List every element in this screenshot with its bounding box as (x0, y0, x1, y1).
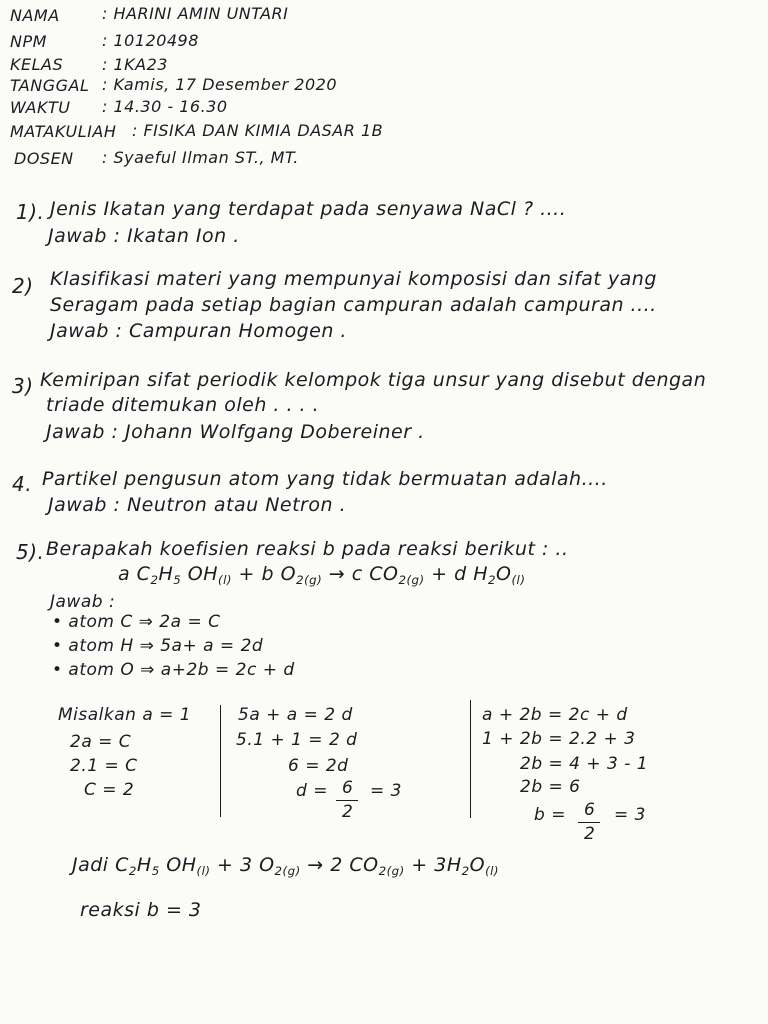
tanggal-value: : Kamis, 17 Desember 2020 (102, 75, 337, 94)
col1-line: 2a = C (70, 732, 132, 752)
q5-final-equation: Jadi $C_2H_5$ $OH_{(l)} + 3$ $O_{2(g)} \to 2$ $CO_{2(g)} + 3H_2O_{(l)}$ (72, 854, 500, 879)
q2-question-line1: Klasifikasi materi yang mempunyai komposisi dan sifat yang (50, 268, 657, 290)
col3-result: = 3 (614, 805, 646, 825)
matkul-value: : FISIKA DAN KIMIA DASAR 1B (132, 121, 384, 140)
column-divider (470, 700, 471, 818)
col2-result: = 3 (370, 781, 402, 801)
q3-question-line1: Kemiripan sifat periodik kelompok tiga unsur yang disebut dengan (40, 369, 707, 391)
q1-answer: Jawab : Ikatan Ion . (48, 225, 240, 247)
q2-answer: Jawab : Campuran Homogen . (50, 320, 347, 342)
tanggal-label: TANGGAL (10, 76, 90, 95)
q1-number: 1). (16, 200, 45, 224)
dosen-label: DOSEN (14, 149, 74, 168)
col2-line: d = (296, 781, 328, 801)
matkul-label: MATAKULIAH (10, 122, 117, 141)
q1-question: Jenis Ikatan yang terdapat pada senyawa NaCl ? .... (50, 198, 567, 220)
q4-question: Partikel pengusun atom yang tidak bermuatan adalah.... (42, 468, 608, 490)
col1-line: 2.1 = C (70, 756, 138, 776)
q5-atom-o: • atom O ⇒ a+2b = 2c + d (52, 660, 295, 680)
nama-label: NAMA (10, 6, 60, 25)
q5-atom-h: • atom H ⇒ 5a+ a = 2d (52, 636, 264, 656)
col3-line: b = (534, 805, 566, 825)
col3-fraction-den: 2 (584, 824, 596, 844)
q5-reaction-equation: a $C_2H_5$ $OH_{(l)} + b$ $O_{2(g)} \to c$ $CO_{2(g)} + d$ $H_2O_{(l)}$ (118, 563, 526, 588)
npm-value: : 10120498 (102, 31, 199, 50)
q2-number: 2) (12, 274, 34, 298)
nama-value: : HARINI AMIN UNTARI (102, 4, 289, 23)
col3-line: 2b = 6 (520, 777, 581, 797)
column-divider (220, 705, 221, 817)
col1-line: C = 2 (84, 780, 135, 800)
q5-number: 5). (16, 540, 45, 564)
q4-answer: Jawab : Neutron atau Netron . (48, 494, 347, 516)
dosen-value: : Syaeful Ilman ST., MT. (102, 148, 299, 167)
col2-fraction-num: 6 (342, 778, 354, 798)
q5-result: reaksi b = 3 (80, 899, 202, 921)
q5-question: Berapakah koefisien reaksi b pada reaksi berikut : .. (46, 538, 569, 560)
col3-fraction-num: 6 (584, 800, 596, 820)
q2-question-line2: Seragam pada setiap bagian campuran adalah campuran .... (50, 294, 657, 316)
npm-label: NPM (10, 32, 47, 51)
col3-line: 2b = 4 + 3 - 1 (520, 754, 649, 774)
waktu-label: WAKTU (10, 98, 71, 117)
col2-line: 5a + a = 2 d (238, 705, 353, 725)
col2-line: 5.1 + 1 = 2 d (236, 730, 358, 750)
kelas-value: : 1KA23 (102, 55, 168, 74)
kelas-label: KELAS (10, 55, 64, 74)
q4-number: 4. (12, 472, 33, 496)
col1-line: Misalkan a = 1 (58, 705, 192, 725)
col2-line: 6 = 2d (288, 756, 349, 776)
q3-number: 3) (12, 374, 34, 398)
col3-line: 1 + 2b = 2.2 + 3 (482, 729, 636, 749)
col3-fraction-bar (578, 822, 600, 823)
waktu-value: : 14.30 - 16.30 (102, 97, 228, 116)
col2-fraction-bar (336, 800, 358, 801)
q5-atom-c: • atom C ⇒ 2a = C (52, 612, 221, 632)
q3-question-line2: triade ditemukan oleh . . . . (46, 394, 320, 416)
q3-answer: Jawab : Johann Wolfgang Dobereiner . (46, 421, 425, 443)
q5-jawab: Jawab : (50, 592, 116, 612)
col3-line: a + 2b = 2c + d (482, 705, 628, 725)
col2-fraction-den: 2 (342, 802, 354, 822)
